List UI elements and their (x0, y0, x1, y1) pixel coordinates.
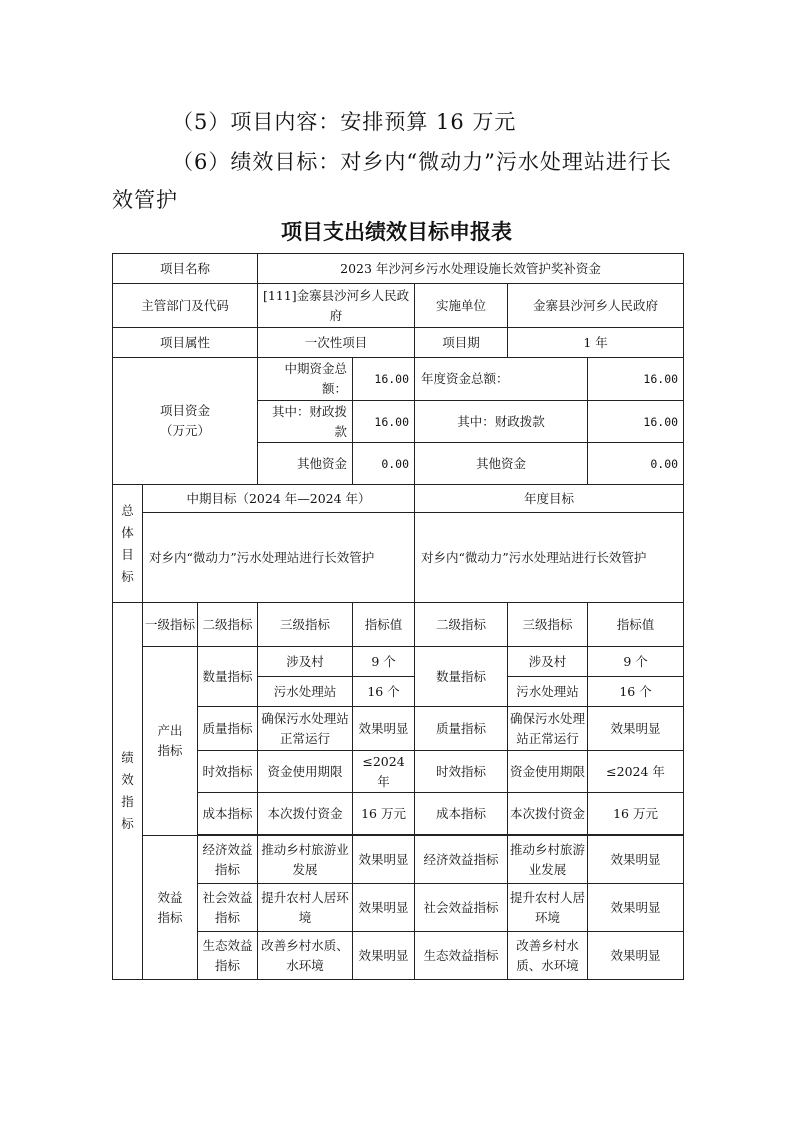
quality-label: 质量指标 (198, 707, 258, 751)
overall-goal-label: 总体目标 (113, 485, 143, 603)
benefit-indicators-label: 效益指标 (143, 836, 198, 980)
mid-fiscal-label: 其中：财政拨款 (258, 401, 353, 443)
cost-value: 16 万元 (353, 793, 415, 835)
dept-label: 主管部门及代码 (113, 284, 258, 328)
social-l3: 提升农村人居环境 (258, 884, 353, 932)
header-level2-year: 二级指标 (415, 603, 508, 647)
quantity-r1-l3: 涉及村 (258, 647, 353, 677)
header-level3-year: 三级指标 (508, 603, 588, 647)
year-total-label: 年度资金总额： (415, 358, 588, 401)
year-goal-text: 对乡内“微动力”污水处理站进行长效管护 (415, 513, 684, 603)
quality-l3-year: 确保污水处理站正常运行 (508, 707, 588, 751)
project-name-value: 2023 年沙河乡污水处理设施长效管护奖补资金 (258, 254, 684, 284)
cost-l3-year: 本次拨付资金 (508, 793, 588, 835)
quantity-r2-value-year: 16 个 (588, 677, 684, 707)
ecological-value: 效果明显 (353, 932, 415, 980)
quantity-label: 数量指标 (198, 647, 258, 707)
cost-label-year: 成本指标 (415, 793, 508, 835)
timeliness-value-year: ≤2024 年 (588, 751, 684, 793)
year-total-value: 16.00 (588, 358, 684, 401)
indicators-label: 绩效指标 (113, 603, 143, 980)
social-label-year: 社会效益指标 (415, 884, 508, 932)
year-other-label: 其他资金 (415, 443, 588, 485)
quality-label-year: 质量指标 (415, 707, 508, 751)
social-l3-year: 提升农村人居环境 (508, 884, 588, 932)
unit-label: 实施单位 (415, 284, 508, 328)
quantity-r2-l3-year: 污水处理站 (508, 677, 588, 707)
mid-other-label: 其他资金 (258, 443, 353, 485)
year-goal-header: 年度目标 (415, 485, 684, 513)
quality-value: 效果明显 (353, 707, 415, 751)
mid-other-value: 0.00 (353, 443, 415, 485)
quantity-r1-value-year: 9 个 (588, 647, 684, 677)
table-title: 项目支出绩效目标申报表 (281, 220, 512, 244)
timeliness-label-year: 时效指标 (415, 751, 508, 793)
mid-goal-header: 中期目标（2024 年—2024 年） (143, 485, 415, 513)
quantity-r1-value: 9 个 (353, 647, 415, 677)
quality-value-year: 效果明显 (588, 707, 684, 751)
quantity-label-year: 数量指标 (415, 647, 508, 707)
cost-l3: 本次拨付资金 (258, 793, 353, 835)
paragraph-project-content: （5）项目内容：安排预算 16 万元 (172, 110, 517, 134)
dept-value: [111]金寨县沙河乡人民政府 (258, 284, 415, 328)
economic-label-year: 经济效益指标 (415, 836, 508, 884)
economic-l3: 推动乡村旅游业发展 (258, 836, 353, 884)
mid-total-value: 16.00 (353, 358, 415, 401)
header-level1: 一级指标 (143, 603, 198, 647)
unit-value: 金寨县沙河乡人民政府 (508, 284, 684, 328)
year-other-value: 0.00 (588, 443, 684, 485)
project-name-label: 项目名称 (113, 254, 258, 284)
economic-label: 经济效益指标 (198, 836, 258, 884)
quantity-r2-l3: 污水处理站 (258, 677, 353, 707)
output-indicators-label: 产出指标 (143, 647, 198, 836)
funds-label: 项目资金（万元） (113, 358, 258, 485)
header-value-year: 指标值 (588, 603, 684, 647)
ecological-value-year: 效果明显 (588, 932, 684, 980)
period-value: 1 年 (508, 328, 684, 358)
quality-l3: 确保污水处理站正常运行 (258, 707, 353, 751)
economic-value: 效果明显 (353, 836, 415, 884)
attr-value: 一次性项目 (258, 328, 415, 358)
ecological-l3-year: 改善乡村水质、水环境 (508, 932, 588, 980)
paragraph-performance-goal: （6）绩效目标：对乡内“微动力”污水处理站进行长 (172, 150, 672, 174)
header-level2: 二级指标 (198, 603, 258, 647)
year-fiscal-label: 其中：财政拨款 (415, 401, 588, 443)
cost-value-year: 16 万元 (588, 793, 684, 835)
year-fiscal-value: 16.00 (588, 401, 684, 443)
economic-value-year: 效果明显 (588, 836, 684, 884)
mid-total-label: 中期资金总额： (258, 358, 353, 401)
timeliness-l3: 资金使用期限 (258, 751, 353, 793)
cost-label: 成本指标 (198, 793, 258, 835)
ecological-label: 生态效益指标 (198, 932, 258, 980)
timeliness-label: 时效指标 (198, 751, 258, 793)
quantity-r2-value: 16 个 (353, 677, 415, 707)
performance-table (112, 253, 684, 980)
period-label: 项目期 (415, 328, 508, 358)
social-label: 社会效益指标 (198, 884, 258, 932)
social-value: 效果明显 (353, 884, 415, 932)
attr-label: 项目属性 (113, 328, 258, 358)
paragraph-performance-goal-cont: 效管护 (112, 188, 178, 212)
header-value: 指标值 (353, 603, 415, 647)
ecological-l3: 改善乡村水质、水环境 (258, 932, 353, 980)
mid-fiscal-value: 16.00 (353, 401, 415, 443)
timeliness-l3-year: 资金使用期限 (508, 751, 588, 793)
economic-l3-year: 推动乡村旅游业发展 (508, 836, 588, 884)
mid-goal-text: 对乡内“微动力”污水处理站进行长效管护 (143, 513, 415, 603)
header-level3: 三级指标 (258, 603, 353, 647)
ecological-label-year: 生态效益指标 (415, 932, 508, 980)
social-value-year: 效果明显 (588, 884, 684, 932)
timeliness-value: ≤2024 年 (353, 751, 415, 793)
quantity-r1-l3-year: 涉及村 (508, 647, 588, 677)
